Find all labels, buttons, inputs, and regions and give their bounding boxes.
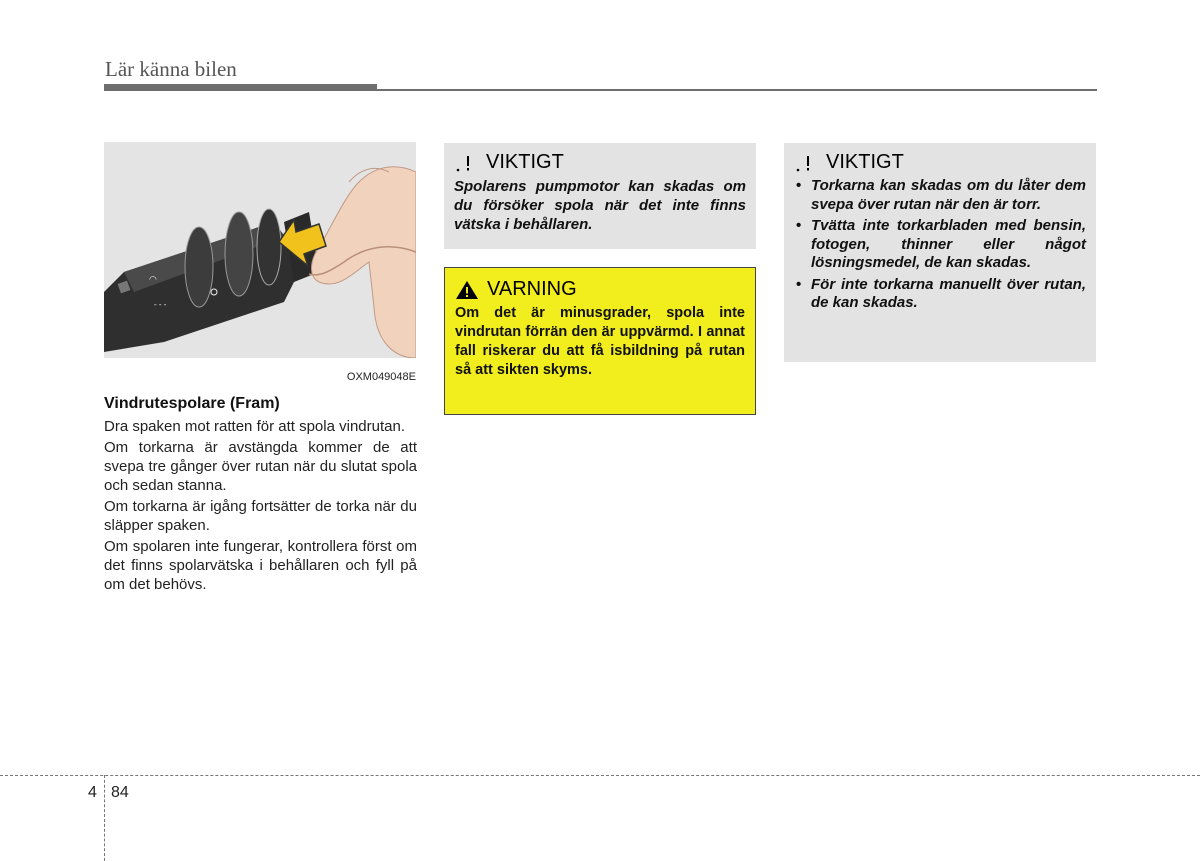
notice-title-row: [454, 151, 746, 174]
warning-text: Om det är minusgrader, spola inte vindrutan förrän den är uppvärmd. I annat fall riskerar du att få isbildning på rutan så att sikten skyms.: [455, 305, 745, 378]
wiper-stalk-icon: [104, 142, 416, 358]
notice-box-important: [444, 143, 756, 249]
list-item: • För inte torkarna manuellt över rutan, de kan skadas.: [794, 276, 1086, 313]
svg-text:◠: ◠: [149, 274, 157, 284]
list-item: • Torkarna kan skadas om du låter dem svepa över rutan när den är torr.: [794, 177, 1086, 214]
footer-vertical-rule: [104, 775, 105, 861]
warning-triangle-icon: [455, 280, 479, 300]
notice-bullet-list: [794, 177, 1086, 313]
notice-box-important-list: [784, 143, 1096, 362]
header-rule-thin: [377, 89, 1097, 91]
figure-caption: OXM049048E: [346, 371, 416, 383]
section-body: [104, 417, 417, 596]
list-item: • Tvätta inte torkarbladen med bensin, fotogen, thinner eller något lösningsmedel, de kan skadas.: [794, 217, 1086, 273]
body-paragraph: Om torkarna är avstängda kommer de att svepa tre gånger över rutan när du slutat spola och sedan stanna.: [104, 439, 417, 494]
body-paragraph: Om torkarna är igång fortsätter de torka när du släpper spaken.: [104, 498, 417, 534]
section-heading: Vindrutespolare (Fram): [104, 395, 280, 412]
footer-dashed-rule: [0, 775, 1200, 776]
warning-title: VARNING: [487, 278, 577, 300]
warning-title-row: [455, 278, 745, 301]
page-number: 84: [111, 784, 129, 801]
body-paragraph: Om spolaren inte fungerar, kontrollera först om det finns spolarvätska i behållaren och fyll på om det behövs.: [104, 538, 417, 593]
notice-title-row: [794, 151, 1086, 174]
notice-text: Spolarens pumpmotor kan skadas om du försöker spola när det inte finns vätska i behållaren.: [454, 178, 746, 233]
wiper-stalk-illustration: [104, 142, 416, 358]
body-paragraph: Dra spaken mot ratten för att spola vindrutan.: [104, 418, 405, 435]
notice-title: VIKTIGT: [486, 151, 564, 173]
exclamation-icon: [454, 153, 478, 173]
svg-text:- - -: - - -: [154, 300, 167, 309]
warning-box: [444, 267, 756, 415]
chapter-number: 4: [88, 784, 97, 801]
notice-title: VIKTIGT: [826, 151, 904, 173]
page-header-title: Lär känna bilen: [105, 57, 237, 81]
header-rule-thick: [104, 84, 377, 91]
exclamation-icon: [794, 153, 818, 173]
